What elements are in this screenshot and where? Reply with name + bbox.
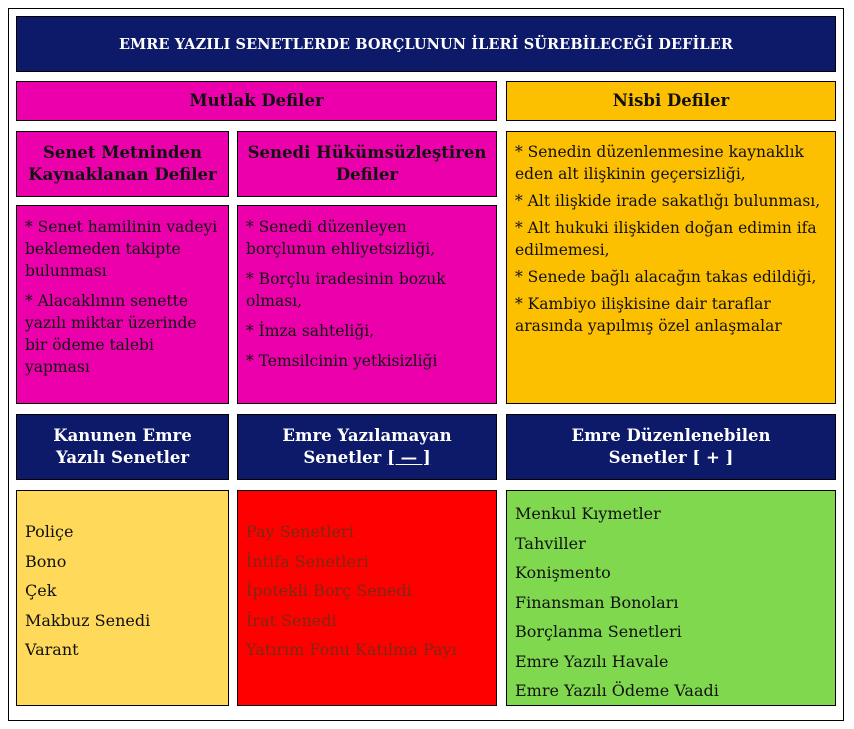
emre-duzenlenebilen-header-line1: Emre Düzenlenebilen [571,426,771,445]
senet-metninden-header-line2: Kaynaklanan Defiler [28,165,217,184]
kanunen-emre-list [16,490,229,706]
emre-duzenlenebilen-item: Tahviller [515,533,586,553]
emre-duzenlenebilen-header [506,414,836,480]
senedi-hukumsuzlestiren-header-line1: Senedi Hükümsüzleştiren [247,143,487,162]
senedi-hukumsuzlestiren-header-line2: Defiler [335,165,399,184]
nisbi-item: * Senedin düzenlenmesine kaynaklık eden alt ilişkinin geçersizliği, [515,143,804,183]
senet-metninden-header [16,131,229,197]
senedi-hukumsuzlestiren-item: * Senedi düzenleyen borçlunun ehliyetsizliği, [246,218,436,258]
emre-duzenlenebilen-list [506,490,836,706]
emre-duzenlenebilen-item: Borçlanma Senetleri [515,622,682,641]
senedi-hukumsuzlestiren-item: * İmza sahteliği, [246,322,375,340]
kanunen-emre-item: Bono [25,551,67,571]
emre-duzenlenebilen-item: Menkul Kıymetler [515,504,661,523]
senet-metninden-item: * Alacaklının senette yazılı miktar üzerinde bir ödeme talebi yapması [25,292,197,376]
emre-duzenlenebilen-header-line2 [572,447,771,469]
diagram-title [16,16,836,72]
kanunen-emre-header-line1: Kanunen Emre [53,426,192,445]
mutlak-defiler-header [16,81,497,121]
nisbi-defiler-label: Nisbi Defiler [612,91,730,110]
emre-duzenlenebilen-header-word: Senetler [608,448,687,467]
emre-yazilamayan-item: İrat Senedi [246,610,337,630]
kanunen-emre-item: Makbuz Senedi [25,610,151,630]
emre-yazilamayan-header [237,414,497,480]
plus-symbol: [ + ] [692,448,734,467]
nisbi-defiler-list [506,131,836,404]
emre-yazilamayan-header-line2 [282,447,451,469]
senet-metninden-item: * Senet hamilinin vadeyi beklemeden takipte bulunması [25,218,218,280]
emre-duzenlenebilen-item: Emre Yazılı Havale [515,651,669,671]
emre-duzenlenebilen-item: Emre Yazılı Ödeme Vaadi [515,681,719,700]
senet-metninden-list [16,205,229,404]
nisbi-item: * Kambiyo ilişkisine dair taraflar arasında yapılmış özel anlaşmalar [515,295,782,335]
senedi-hukumsuzlestiren-item: * Temsilcinin yetkisizliği [246,352,438,370]
kanunen-emre-item: Çek [25,581,57,600]
diagram-title-text: EMRE YAZILI SENETLERDE BORÇLUNUN İLERİ SÜREBİLECEĞİ DEFİLER [118,35,734,53]
nisbi-defiler-header [506,81,836,121]
kanunen-emre-item: Poliçe [25,522,74,541]
emre-yazilamayan-item: Pay Senetleri [246,522,354,541]
emre-duzenlenebilen-item: Konişmento [515,563,611,582]
senedi-hukumsuzlestiren-item: * Borçlu iradesinin bozuk olması, [246,270,446,310]
kanunen-emre-item: Varant [25,640,79,659]
emre-yazilamayan-item: Yatırım Fonu Katılma Payı [246,640,457,659]
senedi-hukumsuzlestiren-header [237,131,497,197]
minus-symbol: [ — ] [387,448,431,467]
nisbi-item: * Senede bağlı alacağın takas edildiği, [515,268,817,286]
emre-yazilamayan-header-line1: Emre Yazılamayan [282,426,452,445]
mutlak-defiler-label: Mutlak Defiler [189,91,324,110]
nisbi-item: * Alt hukuki ilişkiden doğan edimin ifa edilmemesi, [515,219,817,259]
senedi-hukumsuzlestiren-list [237,205,497,404]
nisbi-item: * Alt ilişkide irade sakatlığı bulunması, [515,192,821,210]
emre-yazilamayan-item: İntifa Senetleri [246,551,369,571]
emre-yazilamayan-header-word: Senetler [303,448,382,467]
kanunen-emre-header-line2: Yazılı Senetler [55,448,190,467]
emre-duzenlenebilen-item: Finansman Bonoları [515,592,679,612]
senet-metninden-header-line1: Senet Metninden [43,143,202,162]
emre-yazilamayan-list [237,490,497,706]
emre-yazilamayan-item: İpotekli Borç Senedi [246,581,412,600]
kanunen-emre-header [16,414,229,480]
